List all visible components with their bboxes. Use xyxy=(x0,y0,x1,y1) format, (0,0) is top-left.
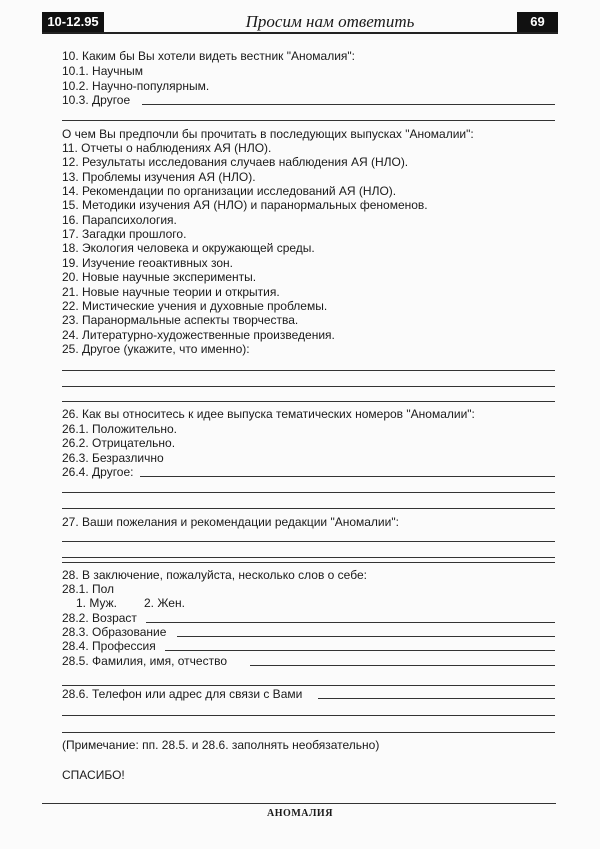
footer-rule xyxy=(42,803,556,804)
topic-item: 22. Мистические учения и духовные проблемы. xyxy=(62,298,328,313)
topic-item: 17. Загадки прошлого. xyxy=(62,227,187,242)
question-27: 27. Ваши пожелания и рекомендации редакции "Аномалии": xyxy=(62,515,399,529)
answer-line xyxy=(62,370,555,371)
age-label: 28.2. Возраст xyxy=(62,611,137,625)
answer-line xyxy=(165,650,555,651)
answer-line xyxy=(146,622,555,623)
topic-item: 15. Методики изучения АЯ (НЛО) и паранормальных феноменов. xyxy=(62,198,428,213)
full-name-label: 28.5. Фамилия, имя, отчество xyxy=(62,654,228,668)
question-28: 28. В заключение, пожалуйста, несколько слов о себе: xyxy=(62,568,367,582)
topic-item: 16. Парапсихология. xyxy=(62,212,177,227)
topic-item: 13. Проблемы изучения АЯ (НЛО). xyxy=(62,169,256,184)
answer-line xyxy=(62,715,555,716)
contact-label: 28.6. Телефон или адрес для связи с Вами xyxy=(62,687,303,701)
sex-option-female: 2. Жен. xyxy=(144,596,185,610)
answer-line xyxy=(250,665,555,666)
topic-item: 23. Паранормальные аспекты творчества. xyxy=(62,313,299,328)
topic-item: 18. Экология человека и окружающей среды. xyxy=(62,241,315,256)
answer-line xyxy=(62,401,555,402)
question-26: 26. Как вы относитесь к идее выпуска тематических номеров "Аномалии": xyxy=(62,407,475,421)
profession-label: 28.4. Профессия xyxy=(62,639,156,653)
issue-badge: 10-12.95 xyxy=(42,12,104,32)
footer-magazine-name: АНОМАЛИЯ xyxy=(267,808,333,819)
option-26-4: 26.4. Другое: xyxy=(62,465,134,479)
answer-line xyxy=(62,508,555,509)
option-10-3: 10.3. Другое xyxy=(62,93,131,107)
answer-line xyxy=(62,732,555,733)
topic-item: 21. Новые научные теории и открытия. xyxy=(62,284,280,299)
topic-item: 12. Результаты исследования случаев наблюдения АЯ (НЛО). xyxy=(62,155,409,170)
option-26-2: 26.2. Отрицательно. xyxy=(62,436,176,450)
section-divider xyxy=(62,562,555,563)
answer-line xyxy=(62,557,555,558)
topic-item: 11. Отчеты о наблюдениях АЯ (НЛО). xyxy=(62,141,272,155)
section-divider xyxy=(62,120,555,121)
thanks-text: СПАСИБО! xyxy=(62,768,125,782)
option-10-2: 10.2. Научно-популярным. xyxy=(62,79,210,93)
question-10: 10. Каким бы Вы хотели видеть вестник "Аномалия": xyxy=(62,49,356,63)
note-text: (Примечание: пп. 28.5. и 28.6. заполнять необязательно) xyxy=(62,738,380,752)
answer-line xyxy=(62,685,555,686)
education-label: 28.3. Образование xyxy=(62,625,167,639)
topic-item: 19. Изучение геоактивных зон. xyxy=(62,255,233,270)
page-title: Просим нам ответить xyxy=(245,12,415,31)
page-number-badge: 69 xyxy=(517,12,558,32)
topics-intro: О чем Вы предпочли бы прочитать в последующих выпусках "Аномалии": xyxy=(62,127,474,141)
answer-line xyxy=(142,104,555,105)
topic-item: 20. Новые научные эксперименты. xyxy=(62,270,257,285)
topic-item: 24. Литературно-художественные произведения. xyxy=(62,327,335,342)
topic-item: 14. Рекомендации по организации исследований АЯ (НЛО). xyxy=(62,184,397,199)
answer-line xyxy=(318,698,555,699)
answer-line xyxy=(62,492,555,493)
answer-line xyxy=(177,636,555,637)
header-rule xyxy=(42,32,558,34)
topic-item: 25. Другое (укажите, что именно): xyxy=(62,341,250,356)
sex-option-male: 1. Муж. xyxy=(76,596,117,610)
sex-label: 28.1. Пол xyxy=(62,582,115,596)
option-26-1: 26.1. Положительно. xyxy=(62,422,177,436)
answer-line xyxy=(62,541,555,542)
option-26-3: 26.3. Безразлично xyxy=(62,451,164,465)
option-10-1: 10.1. Научным xyxy=(62,64,143,78)
answer-line xyxy=(62,386,555,387)
answer-line xyxy=(140,476,555,477)
